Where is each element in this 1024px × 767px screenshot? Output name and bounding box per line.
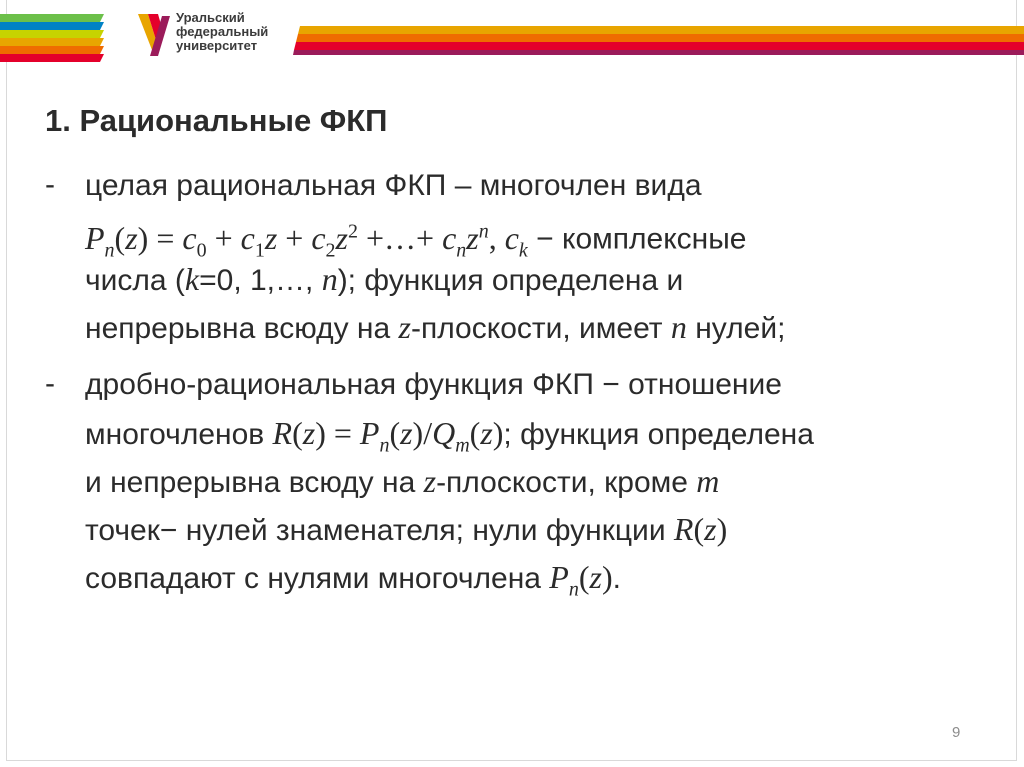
- item1-line3: [85, 261, 683, 299]
- item1-line1: целая рациональная ФКП – многочлен вида: [85, 169, 702, 202]
- var-n: n: [321, 261, 338, 297]
- item1-line3-a: числа (: [85, 264, 185, 297]
- item2-line4-a: точек− нулей знаменателя; нули функции: [85, 514, 674, 547]
- item1-line4-b: -плоскости, имеет: [410, 312, 671, 345]
- item1-line4-c: нулей;: [686, 312, 786, 345]
- item1-line2: [85, 213, 746, 268]
- pn-of-z: $P_n(z)$: [549, 559, 613, 601]
- item2-line5: [85, 559, 621, 607]
- item1-line3-mid: =0, 1,…,: [199, 264, 322, 297]
- item1-line4: [85, 309, 785, 347]
- item2-line2-a: многочленов: [85, 418, 273, 451]
- item1-line4-a: непрерывна всюду на: [85, 312, 399, 345]
- r-of-z: R(z): [673, 511, 728, 547]
- item2-line5-a: совпадают с нулями многочлена: [85, 562, 550, 595]
- polynomial-formula: $P_n(z) = c_0 + c_1z + c_2z^2$ +…+ $c_nz^n$, $c_k$: [85, 219, 528, 262]
- var-z-2: z: [423, 463, 437, 499]
- var-k: k: [184, 261, 200, 297]
- item2-line3-b: -плоскости, кроме: [436, 466, 697, 499]
- page-number: 9: [952, 724, 961, 741]
- item2-line3: [85, 463, 719, 501]
- rational-formula: $R(z) = P_n(z)/Q_m(z)$: [272, 415, 504, 457]
- item2-line5-b: .: [612, 562, 621, 595]
- bullet-dash-2: -: [45, 367, 55, 400]
- logo-line-2: федеральный: [176, 24, 269, 39]
- item2-line2-b: ; функция определена: [503, 418, 814, 451]
- logo-line-3: университет: [176, 38, 258, 53]
- var-z: z: [398, 309, 411, 345]
- item2-line3-a: и непрерывна всюду на: [85, 466, 424, 499]
- bullet-dash-1: -: [45, 168, 55, 201]
- logo-line-1: Уральский: [176, 10, 245, 25]
- var-n-2: n: [670, 309, 687, 345]
- item2-line2: [85, 415, 814, 463]
- item2-line4: [85, 511, 727, 549]
- item1-line2-tail: − комплексные: [527, 222, 747, 256]
- item1-line3-end: ); функция определена и: [337, 264, 684, 297]
- slide-title: 1. Рациональные ФКП: [45, 103, 388, 138]
- item2-line1: дробно-рациональная функция ФКП − отношение: [85, 368, 782, 401]
- var-m: m: [696, 463, 720, 499]
